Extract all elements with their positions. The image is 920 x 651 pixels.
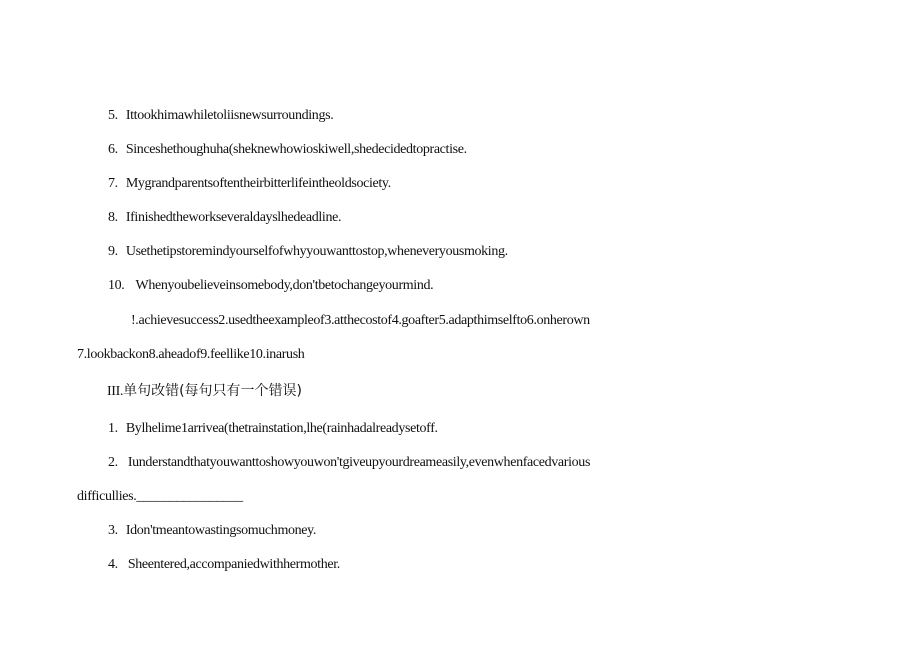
item-number: 1. [108, 421, 118, 436]
item-text: Sinceshethoughuha(sheknewhowioskiwell,shedecidedtopractise. [125, 142, 467, 157]
item-number: 10. [108, 278, 125, 293]
correction-item-1 [108, 420, 438, 438]
item-text: Bylhelime1arrivea(thetrainstation,lhe(rainhadalreadysetoff. [125, 421, 438, 436]
exercise-item-6 [108, 141, 467, 159]
item-number: 3. [108, 523, 118, 538]
item-text: Mygrandparentsoftentheirbitterlifeintheoldsociety. [125, 176, 391, 191]
item-number: 8. [108, 210, 118, 225]
item-number: 2. [108, 455, 118, 470]
item-number: 7. [108, 176, 118, 191]
item-text: Usethetipstoremindyourselfofwhyyouwanttostop,wheneveryousmoking. [125, 244, 508, 259]
section-title: 单句改错(每句只有一个错误) [123, 383, 303, 399]
item-text: Whenyoubelieveinsomebody,don'tbetochangeyourmind. [135, 278, 434, 293]
item-number: 4. [108, 557, 118, 572]
section-roman-numeral: III. [107, 384, 124, 399]
correction-item-3 [108, 522, 316, 540]
exercise-item-10 [108, 277, 433, 295]
item-text: Sheentered,accompaniedwithhermother. [127, 557, 340, 572]
item-number: 9. [108, 244, 118, 259]
exercise-item-9 [108, 243, 508, 261]
section-heading [107, 382, 302, 401]
exercise-item-8 [108, 209, 341, 227]
correction-item-2 [108, 454, 590, 472]
item-number: 5. [108, 108, 118, 123]
answer-key-line-1: !.achievesuccess2.usedtheexampleof3.atthecostof4.goafter5.adapthimselfto6.onherown [131, 313, 590, 328]
item-text: Ittookhimawhiletoliisnewsurroundings. [125, 108, 334, 123]
correction-item-2-continued [77, 488, 243, 506]
item-number: 6. [108, 142, 118, 157]
correction-item-4 [108, 556, 340, 574]
item-text: Ifinishedtheworkseveraldayslhedeadline. [125, 210, 342, 225]
item-text: difficullies.________________ [77, 489, 243, 504]
exercise-item-5 [108, 107, 333, 125]
exercise-item-7 [108, 175, 391, 193]
item-text: Iunderstandthatyouwanttoshowyouwon'tgiveupyourdreameasily,evenwhenfacedvarious [127, 455, 591, 470]
item-text: Idon'tmeantowastingsomuchmoney. [125, 523, 317, 538]
answer-key-line-2: 7.lookbackon8.aheadof9.feellike10.inarush [77, 347, 305, 362]
